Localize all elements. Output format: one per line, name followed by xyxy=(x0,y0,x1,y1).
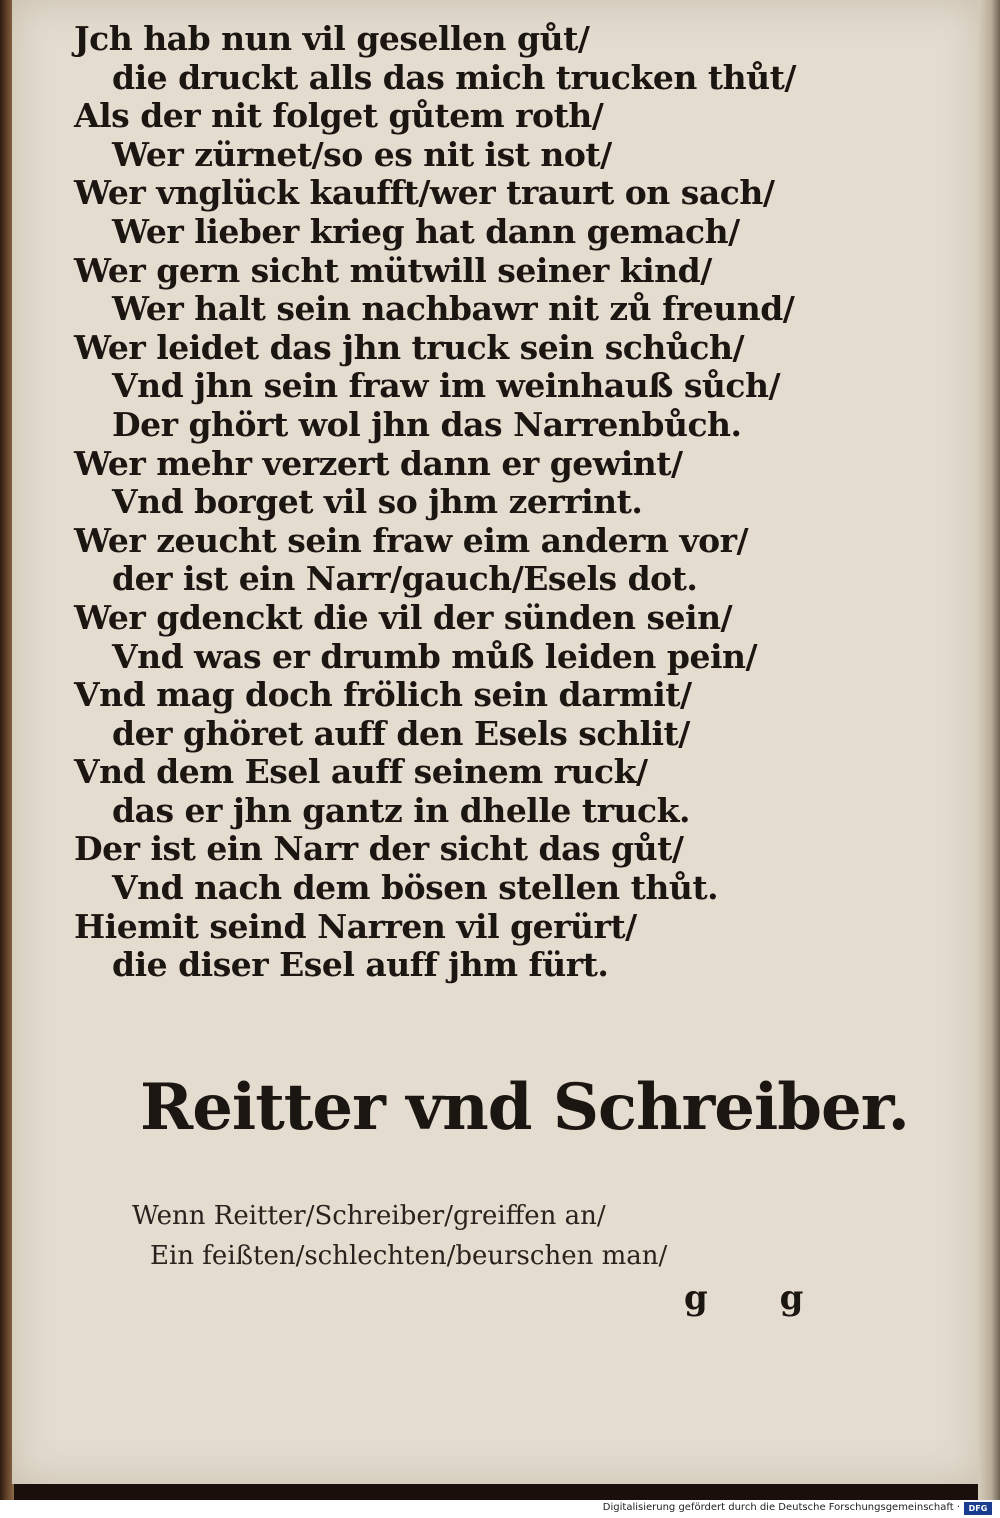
verse-line: Vnd borget vil so jhm zerrint. xyxy=(112,482,643,522)
verse-line: Hiemit seind Narren vil gerürt/ xyxy=(74,906,637,946)
page-fore-edge xyxy=(978,0,1000,1500)
verse-line: Wer halt sein nachbawr nit zů freund/ xyxy=(112,289,795,329)
verse-line: Wer gdenckt die vil der sünden sein/ xyxy=(74,597,733,637)
verse-line: Wer gern sicht mütwill seiner kind/ xyxy=(74,250,712,290)
small-verse-block xyxy=(132,1196,667,1276)
verse-line: Jch hab nun vil gesellen gůt/ xyxy=(74,19,590,58)
verse-line: Der ist ein Narr der sicht das gůt/ xyxy=(74,829,684,869)
verse-block xyxy=(74,19,796,985)
verse-line: das er jhn gantz in dhelle truck. xyxy=(112,790,690,830)
verse-line: Vnd dem Esel auff seinem ruck/ xyxy=(74,752,648,792)
verse-line: der ist ein Narr/gauch/Esels dot. xyxy=(112,559,698,599)
verse-line: Vnd jhn sein fraw im weinhauß sůch/ xyxy=(112,366,781,406)
verse-line: Vnd nach dem bösen stellen thůt. xyxy=(112,868,719,908)
verse-line: Wer zeucht sein fraw eim andern vor/ xyxy=(74,520,749,560)
verse-line: die druckt alls das mich trucken thůt/ xyxy=(112,57,796,97)
verse-line: Vnd was er drumb můß leiden pein/ xyxy=(112,636,758,676)
verse-line: Wer lieber krieg hat dann gemach/ xyxy=(112,211,740,251)
footer-credit: Digitalisierung gefördert durch die Deutsche Forschungsgemeinschaft · xyxy=(602,1502,960,1513)
small-verse-line: Wenn Reitter/Schreiber/greiffen an/ xyxy=(132,1201,606,1231)
signature-mark: g g xyxy=(684,1278,834,1318)
verse-line: Wer vnglück kaufft/wer traurt on sach/ xyxy=(74,173,775,213)
verse-line: Wer leidet das jhn truck sein schůch/ xyxy=(74,327,745,367)
paper-leaf xyxy=(12,0,980,1484)
footer-bar xyxy=(0,1500,1000,1518)
dfg-logo-icon: DFG xyxy=(964,1502,992,1515)
verse-line: Wer mehr verzert dann er gewint/ xyxy=(74,443,683,483)
verse-line: Wer zürnet/so es nit ist not/ xyxy=(112,134,612,174)
verse-line: Der ghört wol jhn das Narrenbůch. xyxy=(112,404,742,444)
verse-line: der ghöret auff den Esels schlit/ xyxy=(112,713,690,753)
small-verse-line: Ein feißten/schlechten/beurschen man/ xyxy=(150,1241,668,1271)
verse-line: Als der nit folget gůtem roth/ xyxy=(74,96,604,136)
verse-line: Vnd mag doch frölich sein darmit/ xyxy=(74,675,692,715)
verse-line: die diser Esel auff jhm fürt. xyxy=(112,945,609,985)
section-heading: Reitter vnd Schreiber. xyxy=(140,1070,909,1145)
